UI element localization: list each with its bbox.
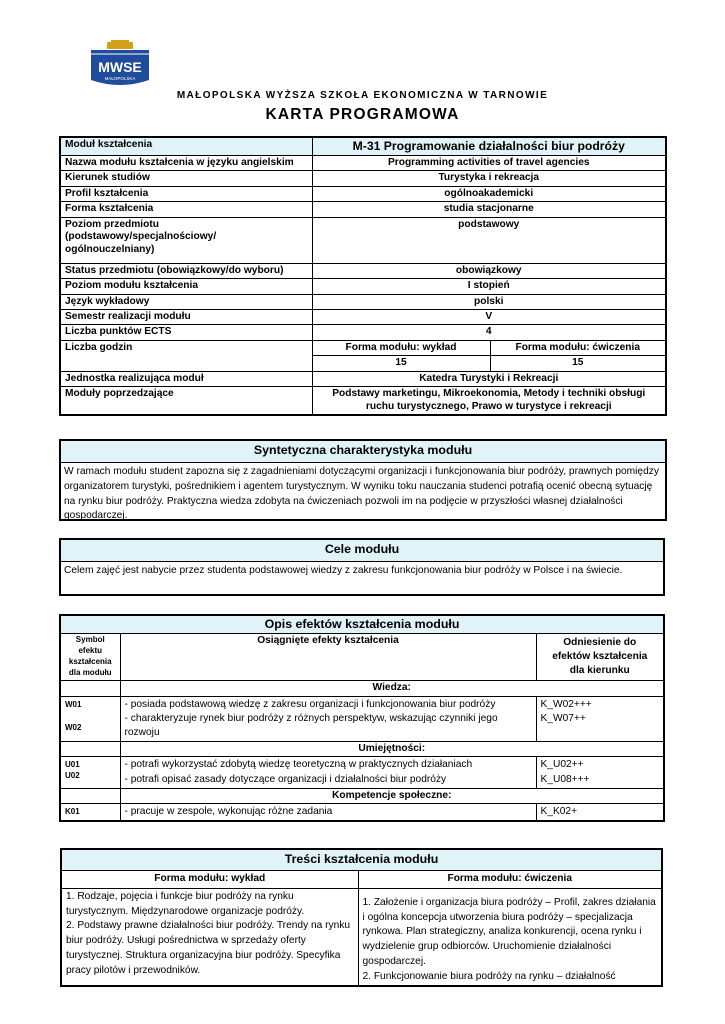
row-value: podstawowy [312, 217, 666, 263]
outcomes-title-row [60, 615, 664, 634]
outcome-line: - potrafi opisać zasady dotyczące organizacji i działalności biur podróży [124, 773, 447, 785]
outcome-cell [120, 696, 536, 741]
social-label: Kompetencje społeczne: [120, 788, 664, 803]
row-label: Semestr realizacji modułu [60, 309, 312, 324]
symbol-cell [60, 696, 120, 741]
table-row [60, 171, 666, 186]
table-row [60, 155, 666, 170]
table-row [60, 325, 666, 340]
synthetic-section [59, 439, 667, 521]
school-name: MAŁOPOLSKA WYŻSZA SZKOŁA EKONOMICZNA W TARNOWIE [176, 90, 549, 101]
row-value: studia stacjonarne [312, 202, 666, 217]
row-value: 4 [312, 325, 666, 340]
hours-label: Liczba godzin [60, 340, 312, 371]
content-row [61, 888, 662, 986]
goals-title: Cele modułu [61, 540, 663, 562]
outcome-line: - posiada podstawową wiedzę z zakresu organizacji i funkcjonowania biur podróży [124, 698, 496, 710]
outcome-line: - potrafi wykorzystać zdobytą wiedzę teoretyczną w praktycznych działaniach [124, 759, 473, 771]
synthetic-title: Syntetyczna charakterystyka modułu [61, 441, 665, 463]
module-value: M-31 Programowanie działalności biur podróży [312, 137, 666, 155]
lecture-content [61, 888, 358, 986]
hours-lecture-label: Forma modułu: wykład [312, 340, 490, 355]
table-row [60, 371, 666, 386]
logo-subtext: MAŁOPOLSKA [104, 76, 136, 81]
row-label: Status przedmiotu (obowiązkowy/do wyboru) [60, 263, 312, 278]
hours-row [60, 340, 666, 355]
prereq-label: Moduły poprzedzające [60, 387, 312, 415]
exercise-header: Forma modułu: ćwiczenia [358, 870, 662, 888]
col-symbol: Symbol efektu kształcenia dla modułu [60, 634, 120, 681]
reference-value: K_W02+++ [540, 698, 592, 710]
row-label: Profil kształcenia [60, 186, 312, 201]
table-row [60, 279, 666, 294]
reference-cell [536, 696, 664, 741]
goals-text: Celem zajęć jest nabycie przez studenta podstawowej wiedzy z zakresu funkcjonowania biur podróży w Polsce i na świecie. [64, 564, 623, 576]
col-outcome: Osiągnięte efekty kształcenia [120, 634, 536, 681]
row-value: polski [312, 294, 666, 309]
hours-lecture-value: 15 [312, 356, 490, 371]
school-logo [87, 40, 153, 88]
list-item: 2. Funkcjonowanie biura podróży na rynku – działalność [362, 970, 616, 982]
col-reference: Odniesienie do efektów kształcenia dla kierunku [536, 634, 664, 681]
module-label: Moduł kształcenia [60, 137, 312, 155]
outcome-cell [120, 757, 536, 788]
table-row [60, 757, 664, 788]
row-value: V [312, 309, 666, 324]
row-value: ogólnoakademicki [312, 186, 666, 201]
logo-text: MWSE [98, 59, 142, 75]
prereq-value: Podstawy marketingu, Mikroekonomia, Metody i techniki obsługi ruchu turystycznego, Prawo w turystyce i rekreacji [312, 387, 666, 415]
row-value: Programming activities of travel agencies [312, 155, 666, 170]
table-row [60, 202, 666, 217]
unit-label: Jednostka realizująca moduł [60, 371, 312, 386]
symbol-u02: U02 [65, 771, 80, 781]
table-row [60, 696, 664, 741]
module-row [60, 137, 666, 155]
content-table [60, 848, 663, 987]
row-value: Turystyka i rekreacja [312, 171, 666, 186]
table-row [60, 309, 666, 324]
reference-value: K_U02++ [540, 759, 584, 771]
outcome-line: - charakteryzuje rynek biur podróży z różnych perspektyw, wskazując czynniki jego rozwoju [124, 712, 498, 738]
table-row [60, 294, 666, 309]
lecture-header: Forma modułu: wykład [61, 870, 358, 888]
list-item: 2. Podstawy prawne działalności biur podróży. Trendy na rynku biur podróży. Usługi pośrednictwa w sprzedaży oferty turystycznej. Struktura organizacyjna biur podróży. Specyfika pracy pilotów i przewodników. [66, 920, 351, 976]
list-item: 1. Założenie i organizacja biura podróży – Profil, zakres działania i ogólna koncepcja utworzenia biura podróży – specjalizacja rynkowa. Plan strategiczny, analiza konkurencji, ocena rynku i wydzielenie grup odbiorców. Uruchomienie działalności gospodarczej. [362, 896, 656, 967]
table-row [60, 217, 666, 263]
outcomes-header-row [60, 634, 664, 681]
skills-label: Umiejętności: [120, 742, 664, 757]
module-info-table [59, 136, 667, 416]
table-row [60, 804, 664, 822]
content-header-row [61, 870, 662, 888]
synthetic-text: W ramach modułu student zapozna się z zagadnieniami dotyczącymi organizacji i funkcjonowania biur podróży, prawnych pomiędzy organizatorem turystyki, pośrednikiem i agentem turystycznym. W wyniku toku nauczania studenci potrafią ocenić obecną sytuację na rynku biur podróży. Praktyczna wiedza zdobyta na ćwiczeniach pozwoli im na podjęcie w przyszłości własnej działalności gospodarczej. [64, 465, 659, 522]
knowledge-label-row [60, 681, 664, 696]
reference-cell [536, 757, 664, 788]
outcome-line: - pracuje w zespole, wykonując różne zadania [120, 804, 536, 822]
empty-cell [60, 681, 120, 696]
reference-value: K_K02+ [536, 804, 664, 822]
row-value: I stopień [312, 279, 666, 294]
reference-value: K_W07++ [540, 712, 586, 724]
empty-cell [60, 742, 120, 757]
content-title-row [61, 849, 662, 870]
exercise-content [358, 888, 662, 986]
table-row [60, 263, 666, 278]
hours-exercise-value: 15 [490, 356, 666, 371]
symbol-cell [60, 757, 120, 788]
row-label: Poziom przedmiotu (podstawowy/specjalnościowy/ ogólnouczelniany) [60, 217, 312, 263]
symbol-w01: W01 [65, 699, 82, 709]
unit-value: Katedra Turystyki i Rekreacji [312, 371, 666, 386]
row-label: Nazwa modułu kształcenia w języku angielskim [60, 155, 312, 170]
goals-section [59, 538, 665, 596]
table-row [60, 186, 666, 201]
symbol-k01: K01 [60, 804, 120, 822]
symbol-w02: W02 [65, 722, 82, 732]
row-label: Liczba punktów ECTS [60, 325, 312, 340]
row-label: Kierunek studiów [60, 171, 312, 186]
knowledge-label: Wiedza: [120, 681, 664, 696]
document-title: KARTA PROGRAMOWA [265, 106, 460, 123]
row-value: obowiązkowy [312, 263, 666, 278]
hours-exercise-label: Forma modułu: ćwiczenia [490, 340, 666, 355]
reference-value: K_U08+++ [540, 773, 590, 785]
outcomes-title: Opis efektów kształcenia modułu [60, 615, 664, 634]
row-label: Poziom modułu kształcenia [60, 279, 312, 294]
empty-cell [60, 788, 120, 803]
symbol-u01: U01 [65, 760, 80, 770]
row-label: Forma kształcenia [60, 202, 312, 217]
table-row [60, 387, 666, 415]
list-item: 1. Rodzaje, pojęcia i funkcje biur podróży na rynku turystycznym. Międzynarodowe organizacje podróży. [66, 890, 305, 917]
outcomes-table [59, 614, 665, 822]
social-label-row [60, 788, 664, 803]
skills-label-row [60, 742, 664, 757]
content-title: Treści kształcenia modułu [61, 849, 662, 870]
row-label: Język wykładowy [60, 294, 312, 309]
